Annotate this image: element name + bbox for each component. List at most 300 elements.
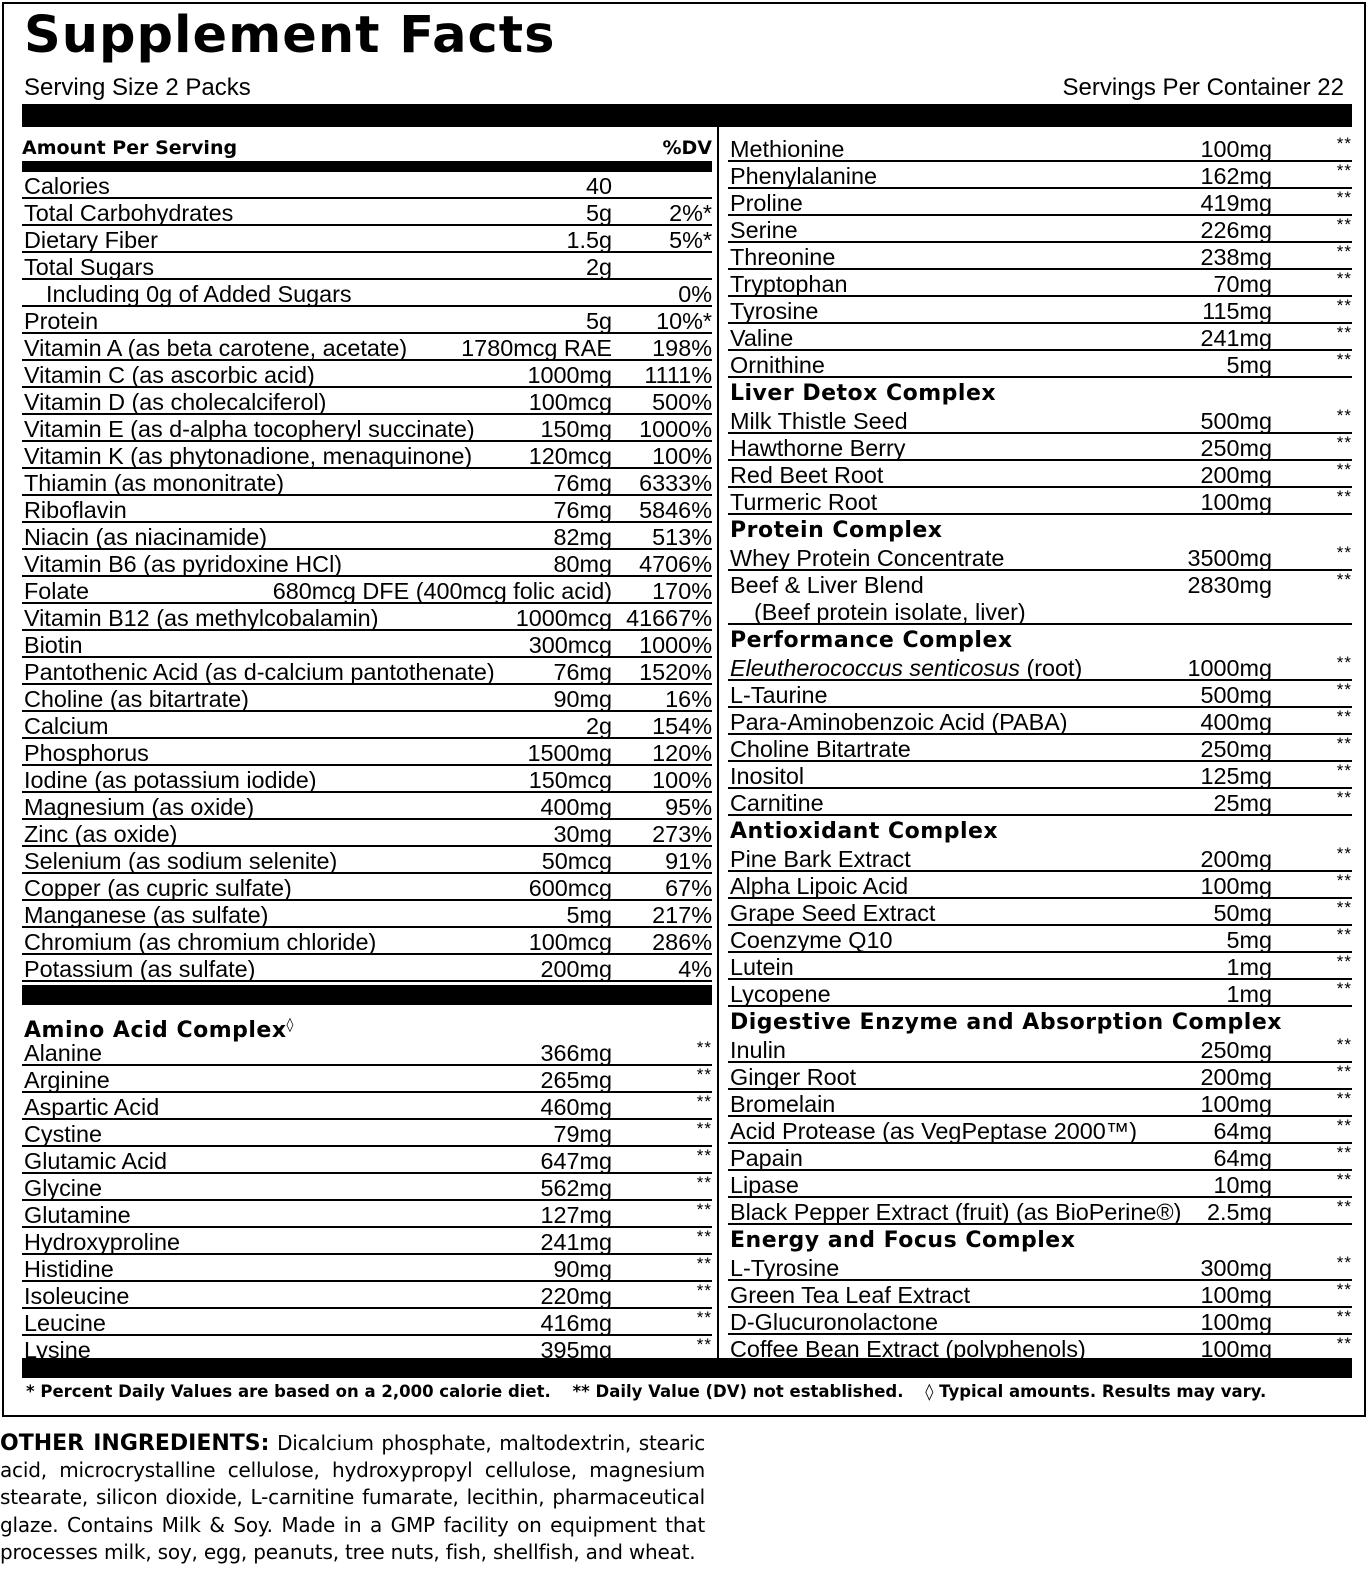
nutrient-name: Vitamin A (as beta carotene, acetate) bbox=[24, 335, 408, 361]
column-divider bbox=[717, 127, 719, 1358]
nutrient-amount: 50mcg bbox=[541, 848, 612, 874]
complex-item-amount: 100mg bbox=[1200, 873, 1272, 899]
complex-item-name: Ginger Root bbox=[730, 1064, 857, 1090]
nutrient-dv: 170% bbox=[652, 578, 712, 604]
dv-not-established-mark: ** bbox=[1336, 1143, 1352, 1162]
nutrient-dv: 100% bbox=[652, 767, 712, 793]
nutrient-name: Chromium (as chromium chloride) bbox=[24, 929, 377, 955]
dv-not-established-mark: ** bbox=[1336, 925, 1352, 944]
complex-item-name: Whey Protein Concentrate bbox=[730, 545, 1005, 571]
complexes-column bbox=[728, 135, 1352, 1362]
dv-not-established-mark: ** bbox=[1336, 788, 1352, 807]
amino-column bbox=[22, 1010, 712, 1363]
complex-row bbox=[728, 654, 1352, 681]
amino-amount: 115mg bbox=[1202, 298, 1272, 324]
nutrient-row bbox=[22, 793, 712, 820]
complex-row bbox=[728, 1090, 1352, 1117]
nutrient-dv: 95% bbox=[665, 794, 712, 820]
complex-item-name: Inulin bbox=[730, 1037, 786, 1063]
servings-per-container: Servings Per Container 22 bbox=[1062, 74, 1344, 101]
nutrient-row bbox=[22, 199, 712, 226]
complex-title: Performance Complex bbox=[730, 628, 1013, 653]
nutrient-row bbox=[22, 334, 712, 361]
complex-row bbox=[728, 434, 1352, 461]
nutrient-dv: 1000% bbox=[639, 632, 712, 658]
amino-row bbox=[22, 1255, 712, 1282]
complex-row bbox=[728, 1308, 1352, 1335]
dv-not-established-mark: ** bbox=[1336, 1253, 1352, 1272]
complex-item-amount: 1000mg bbox=[1187, 655, 1272, 681]
amino-amount: 226mg bbox=[1200, 217, 1272, 243]
complex-item-name: Bromelain bbox=[730, 1091, 836, 1117]
nutrient-row bbox=[22, 631, 712, 658]
nutrient-amount: 1500mg bbox=[527, 740, 612, 766]
dv-not-established-mark: ** bbox=[1336, 1035, 1352, 1054]
amino-name: Glutamic Acid bbox=[24, 1148, 167, 1174]
complex-row bbox=[728, 1063, 1352, 1090]
nutrient-dv: 198% bbox=[652, 335, 712, 361]
amino-amount: 238mg bbox=[1200, 244, 1272, 270]
complex-item-name: Coenzyme Q10 bbox=[730, 927, 893, 953]
dv-not-established-mark: ** bbox=[1336, 1089, 1352, 1108]
nutrient-dv: 2%* bbox=[669, 200, 712, 226]
nutrient-name: Total Sugars bbox=[24, 254, 155, 280]
dv-not-established-mark: ** bbox=[696, 1146, 712, 1165]
nutrient-amount: 120mcg bbox=[528, 443, 612, 469]
complex-item-name: Inositol bbox=[730, 763, 805, 789]
complex-item-name: Lutein bbox=[730, 954, 794, 980]
nutrient-dv: 154% bbox=[652, 713, 712, 739]
dv-not-established-mark: ** bbox=[1336, 761, 1352, 780]
dv-not-established-mark: ** bbox=[1336, 680, 1352, 699]
complex-row bbox=[728, 1036, 1352, 1063]
complex-row bbox=[728, 789, 1352, 816]
amino-list-continued bbox=[728, 135, 1352, 378]
amino-name: Phenylalanine bbox=[730, 163, 877, 189]
nutrient-name: Vitamin C (as ascorbic acid) bbox=[24, 362, 315, 388]
amino-amount: 70mg bbox=[1213, 271, 1272, 297]
nutrient-row bbox=[22, 361, 712, 388]
complex-row bbox=[728, 488, 1352, 515]
complex-title: Liver Detox Complex bbox=[730, 381, 997, 406]
complex-row bbox=[728, 845, 1352, 872]
complex-item-amount: 100mg bbox=[1200, 1309, 1272, 1335]
complex-item-amount: 64mg bbox=[1213, 1118, 1272, 1144]
complex-item-amount: 100mg bbox=[1200, 1336, 1272, 1362]
nutrient-dv: 91% bbox=[665, 848, 712, 874]
nutrient-dv: 0% bbox=[678, 281, 712, 307]
nutrient-dv: 10%* bbox=[656, 308, 712, 334]
complex-item-amount: 2.5mg bbox=[1206, 1199, 1272, 1225]
complex-row bbox=[728, 1117, 1352, 1144]
amino-row bbox=[22, 1228, 712, 1255]
nutrient-amount: 1000mcg bbox=[515, 605, 612, 631]
nutrient-name: Protein bbox=[24, 308, 99, 334]
complex-item-amount: 200mg bbox=[1200, 846, 1272, 872]
dv-not-established-mark: ** bbox=[1336, 1307, 1352, 1326]
nutrient-dv: 273% bbox=[652, 821, 712, 847]
amino-name: Glycine bbox=[24, 1175, 102, 1201]
nutrient-amount: 400mg bbox=[540, 794, 612, 820]
nutrient-amount: 2g bbox=[585, 713, 612, 739]
amino-row bbox=[728, 162, 1352, 189]
amino-name: Methionine bbox=[730, 136, 845, 162]
complex-item-name: Grape Seed Extract bbox=[730, 900, 936, 926]
dv-not-established-mark: ** bbox=[1336, 433, 1352, 452]
nutrient-name: Vitamin E (as d-alpha tocopheryl succinate) bbox=[24, 416, 475, 442]
nutrient-amount: 1000mg bbox=[527, 362, 612, 388]
complex-row bbox=[728, 681, 1352, 708]
amino-name: Aspartic Acid bbox=[24, 1094, 160, 1120]
complex-row bbox=[728, 1171, 1352, 1198]
nutrients-column bbox=[22, 135, 712, 982]
nutrient-amount: 1780mcg RAE bbox=[461, 335, 612, 361]
complex-item-name: Papain bbox=[730, 1145, 803, 1171]
nutrient-name: Selenium (as sodium selenite) bbox=[24, 848, 338, 874]
complex-item-amount: 100mg bbox=[1200, 1282, 1272, 1308]
nutrient-name: Including 0g of Added Sugars bbox=[46, 281, 352, 307]
complex-item-amount: 400mg bbox=[1200, 709, 1272, 735]
complex-row bbox=[728, 461, 1352, 488]
amino-name: Proline bbox=[730, 190, 803, 216]
amino-amount: 265mg bbox=[540, 1067, 612, 1093]
complex-row bbox=[728, 1281, 1352, 1308]
nutrient-amount: 40 bbox=[585, 173, 612, 199]
amino-name: Tyrosine bbox=[730, 298, 819, 324]
dv-not-established-mark: ** bbox=[1336, 979, 1352, 998]
amino-row bbox=[22, 1174, 712, 1201]
complex-row bbox=[728, 953, 1352, 980]
amino-name: Lysine bbox=[24, 1337, 91, 1363]
nutrient-amount: 76mg bbox=[553, 470, 612, 496]
nutrient-row bbox=[22, 604, 712, 631]
complex-item-name: Lipase bbox=[730, 1172, 799, 1198]
complex-item-amount: 25mg bbox=[1213, 790, 1272, 816]
complex-item-name: L-Taurine bbox=[730, 682, 828, 708]
complex-item-name: Red Beet Root bbox=[730, 462, 884, 488]
nutrient-dv: 67% bbox=[665, 875, 712, 901]
nutrient-row bbox=[22, 253, 712, 280]
nutrient-row bbox=[22, 172, 712, 199]
amino-name: Alanine bbox=[24, 1040, 103, 1066]
nutrient-amount: 5g bbox=[585, 308, 612, 334]
amino-amount: 647mg bbox=[540, 1148, 612, 1174]
dv-not-established-mark: ** bbox=[1336, 242, 1352, 261]
nutrient-amount: 30mg bbox=[553, 821, 612, 847]
amino-row bbox=[728, 216, 1352, 243]
complex-item-name: Turmeric Root bbox=[730, 489, 878, 515]
header-rule bbox=[22, 161, 712, 172]
nutrient-row bbox=[22, 847, 712, 874]
nutrient-row bbox=[22, 577, 712, 604]
amino-name: Threonine bbox=[730, 244, 836, 270]
complex-row bbox=[728, 735, 1352, 762]
amino-amount: 395mg bbox=[540, 1337, 612, 1363]
complex-item-latin-name: Eleutherococcus senticosus bbox=[730, 655, 1020, 681]
amino-amount: 79mg bbox=[553, 1121, 612, 1147]
dv-not-established-mark: ** bbox=[1336, 188, 1352, 207]
complex-row bbox=[728, 571, 1352, 625]
complex-item-name: Coffee Bean Extract (polyphenols) bbox=[730, 1336, 1086, 1362]
nutrient-name: Copper (as cupric sulfate) bbox=[24, 875, 292, 901]
complex-item-amount: 10mg bbox=[1213, 1172, 1272, 1198]
dv-not-established-mark: ** bbox=[1336, 460, 1352, 479]
nutrient-row bbox=[22, 955, 712, 982]
dv-not-established-mark: ** bbox=[1336, 1116, 1352, 1135]
dv-not-established-mark: ** bbox=[1336, 134, 1352, 153]
nutrient-amount: 1.5g bbox=[566, 227, 612, 253]
amino-amount: 241mg bbox=[540, 1229, 612, 1255]
complex-item-amount: 250mg bbox=[1200, 435, 1272, 461]
typical-amounts-mark: ◊ bbox=[286, 1017, 294, 1033]
amino-row bbox=[728, 324, 1352, 351]
amino-row bbox=[22, 1309, 712, 1336]
serving-size: Serving Size 2 Packs bbox=[24, 74, 251, 101]
amino-list bbox=[22, 1039, 712, 1363]
nutrient-name: Calcium bbox=[24, 713, 109, 739]
dv-not-established-mark: ** bbox=[696, 1200, 712, 1219]
thick-rule-mid bbox=[22, 985, 712, 1005]
amount-per-serving-label: Amount Per Serving bbox=[22, 137, 238, 159]
complex-item-name: Pine Bark Extract bbox=[730, 846, 911, 872]
nutrient-name: Vitamin B6 (as pyridoxine HCl) bbox=[24, 551, 343, 577]
dv-not-established-mark: ** bbox=[1336, 161, 1352, 180]
complex-item-amount: 300mg bbox=[1200, 1255, 1272, 1281]
nutrient-amount: 80mg bbox=[553, 551, 612, 577]
footnotes bbox=[26, 1380, 1356, 1404]
nutrient-row bbox=[22, 226, 712, 253]
dv-not-established-mark: ** bbox=[1336, 707, 1352, 726]
amino-row bbox=[22, 1066, 712, 1093]
thick-rule-top bbox=[22, 104, 1352, 127]
complex-item-name bbox=[730, 654, 1082, 683]
nutrient-list bbox=[22, 172, 712, 982]
nutrient-dv: 100% bbox=[652, 443, 712, 469]
amino-section-title: Amino Acid Complex◊ bbox=[24, 1017, 294, 1043]
nutrient-row bbox=[22, 820, 712, 847]
nutrient-amount: 150mcg bbox=[528, 767, 612, 793]
complex-row bbox=[728, 1254, 1352, 1281]
complex-item-name: Carnitine bbox=[730, 790, 824, 816]
dv-not-established-mark: ** bbox=[696, 1065, 712, 1084]
nutrient-row bbox=[22, 442, 712, 469]
complex-title: Energy and Focus Complex bbox=[730, 1228, 1076, 1253]
nutrient-dv: 1111% bbox=[644, 362, 712, 388]
amino-row bbox=[728, 189, 1352, 216]
nutrient-dv: 6333% bbox=[639, 470, 712, 496]
complex-title: Antioxidant Complex bbox=[730, 819, 999, 844]
amino-row bbox=[728, 297, 1352, 324]
complex-item-name: Milk Thistle Seed bbox=[730, 408, 908, 434]
amino-row bbox=[728, 243, 1352, 270]
nutrient-row bbox=[22, 280, 712, 307]
dv-not-established-mark: ** bbox=[1336, 734, 1352, 753]
nutrient-name: Thiamin (as mononitrate) bbox=[24, 470, 284, 496]
nutrient-name: Calories bbox=[24, 173, 110, 199]
dv-not-established-mark: ** bbox=[1336, 296, 1352, 315]
complex-item-amount: 1mg bbox=[1226, 981, 1272, 1007]
nutrient-dv: 1520% bbox=[639, 659, 712, 685]
complex-item-name: Hawthorne Berry bbox=[730, 435, 906, 461]
complex-item-name: Alpha Lipoic Acid bbox=[730, 873, 909, 899]
nutrient-row bbox=[22, 388, 712, 415]
dv-not-established-mark: ** bbox=[1336, 1197, 1352, 1216]
nutrient-name: Biotin bbox=[24, 632, 83, 658]
dv-not-established-mark: ** bbox=[1336, 323, 1352, 342]
dv-not-established-mark: ** bbox=[696, 1038, 712, 1057]
amino-amount: 419mg bbox=[1200, 190, 1272, 216]
amino-name: Isoleucine bbox=[24, 1283, 130, 1309]
nutrient-dv: 41667% bbox=[626, 605, 712, 631]
amino-name: Tryptophan bbox=[730, 271, 848, 297]
amino-name: Arginine bbox=[24, 1067, 110, 1093]
complex-item-name: D-Glucuronolactone bbox=[730, 1309, 939, 1335]
amino-amount: 460mg bbox=[540, 1094, 612, 1120]
nutrient-amount: 680mcg DFE (400mcg folic acid) bbox=[272, 578, 612, 604]
nutrient-amount: 600mcg bbox=[528, 875, 612, 901]
nutrient-name: Vitamin D (as cholecalciferol) bbox=[24, 389, 327, 415]
complex-item-amount: 200mg bbox=[1200, 462, 1272, 488]
nutrient-row bbox=[22, 928, 712, 955]
dv-not-established-mark: ** bbox=[1336, 952, 1352, 971]
nutrient-row bbox=[22, 307, 712, 334]
dv-not-established-mark: ** bbox=[1336, 844, 1352, 863]
complex-item-name: Beef & Liver Blend bbox=[730, 572, 924, 598]
nutrient-dv: 5%* bbox=[669, 227, 712, 253]
nutrient-amount: 100mcg bbox=[528, 929, 612, 955]
nutrient-name: Potassium (as sulfate) bbox=[24, 956, 256, 982]
dv-not-established-mark: ** bbox=[696, 1254, 712, 1273]
nutrient-row bbox=[22, 658, 712, 685]
nutrient-name: Riboflavin bbox=[24, 497, 127, 523]
complex-row bbox=[728, 899, 1352, 926]
dv-not-established-mark: ** bbox=[696, 1119, 712, 1138]
nutrient-dv: 500% bbox=[652, 389, 712, 415]
nutrient-amount: 76mg bbox=[553, 497, 612, 523]
dv-not-established-mark: ** bbox=[1336, 653, 1352, 672]
nutrient-name: Iodine (as potassium iodide) bbox=[24, 767, 317, 793]
nutrient-row bbox=[22, 415, 712, 442]
complex-sections bbox=[728, 378, 1352, 1362]
nutrient-name: Vitamin K (as phytonadione, menaquinone) bbox=[24, 443, 473, 469]
nutrient-amount: 300mcg bbox=[528, 632, 612, 658]
complex-row bbox=[728, 407, 1352, 434]
dv-not-established-mark: ** bbox=[696, 1308, 712, 1327]
complex-row bbox=[728, 1335, 1352, 1362]
other-ingredients-heading: OTHER INGREDIENTS: bbox=[0, 1431, 270, 1456]
nutrient-name: Vitamin B12 (as methylcobalamin) bbox=[24, 605, 379, 631]
complex-item-amount: 1mg bbox=[1226, 954, 1272, 980]
dv-not-established-mark: ** bbox=[1336, 871, 1352, 890]
nutrient-dv: 217% bbox=[652, 902, 712, 928]
amino-amount: 90mg bbox=[553, 1256, 612, 1282]
amino-amount: 241mg bbox=[1200, 325, 1272, 351]
amino-amount: 366mg bbox=[540, 1040, 612, 1066]
nutrient-dv: 1000% bbox=[639, 416, 712, 442]
other-ingredients bbox=[0, 1430, 705, 1566]
complex-item-amount: 3500mg bbox=[1187, 545, 1272, 571]
nutrient-amount: 200mg bbox=[540, 956, 612, 982]
complex-item-amount: 250mg bbox=[1200, 736, 1272, 762]
complex-item-amount: 500mg bbox=[1200, 682, 1272, 708]
amino-name: Leucine bbox=[24, 1310, 106, 1336]
nutrient-dv: 5846% bbox=[639, 497, 712, 523]
complex-row bbox=[728, 1198, 1352, 1225]
nutrient-row bbox=[22, 469, 712, 496]
dv-not-established-mark: ** bbox=[1336, 1062, 1352, 1081]
nutrient-row bbox=[22, 766, 712, 793]
dv-not-established-mark: ** bbox=[696, 1335, 712, 1354]
dv-not-established-mark: ** bbox=[1336, 898, 1352, 917]
nutrient-row bbox=[22, 523, 712, 550]
amino-name: Hydroxyproline bbox=[24, 1229, 181, 1255]
nutrient-dv: 4706% bbox=[639, 551, 712, 577]
complex-row bbox=[728, 980, 1352, 1007]
nutrient-name: Choline (as bitartrate) bbox=[24, 686, 249, 712]
amino-amount: 416mg bbox=[540, 1310, 612, 1336]
dv-not-established-mark: ** bbox=[696, 1092, 712, 1111]
nutrient-amount: 82mg bbox=[553, 524, 612, 550]
nutrient-row bbox=[22, 901, 712, 928]
nutrient-name: Folate bbox=[24, 578, 90, 604]
amino-row bbox=[22, 1282, 712, 1309]
amino-amount: 220mg bbox=[540, 1283, 612, 1309]
nutrient-name: Manganese (as sulfate) bbox=[24, 902, 269, 928]
dv-not-established-mark: ** bbox=[1336, 570, 1352, 589]
amino-amount: 100mg bbox=[1200, 136, 1272, 162]
amino-row bbox=[728, 270, 1352, 297]
dv-not-established-mark: ** bbox=[1336, 215, 1352, 234]
supplement-facts-panel bbox=[2, 2, 1366, 1417]
nutrient-dv: 513% bbox=[652, 524, 712, 550]
nutrient-amount: 5mg bbox=[566, 902, 612, 928]
nutrient-row bbox=[22, 712, 712, 739]
dv-not-established-mark: ** bbox=[1336, 269, 1352, 288]
complex-item-name: Acid Protease (as VegPeptase 2000™) bbox=[730, 1118, 1137, 1144]
nutrient-name: Total Carbohydrates bbox=[24, 200, 234, 226]
footnote-typical-amounts: ◊ Typical amounts. Results may vary. bbox=[925, 1382, 1267, 1401]
dv-not-established-mark: ** bbox=[1336, 543, 1352, 562]
complex-item-name: Black Pepper Extract (fruit) (as BioPerine®) bbox=[730, 1199, 1182, 1225]
complex-item-amount: 250mg bbox=[1200, 1037, 1272, 1063]
nutrient-amount: 100mcg bbox=[528, 389, 612, 415]
nutrient-dv: 16% bbox=[665, 686, 712, 712]
complex-row bbox=[728, 926, 1352, 953]
amino-name: Histidine bbox=[24, 1256, 114, 1282]
dv-not-established-mark: ** bbox=[1336, 1280, 1352, 1299]
dv-not-established-mark: ** bbox=[696, 1281, 712, 1300]
complex-item-name: Green Tea Leaf Extract bbox=[730, 1282, 971, 1308]
dv-not-established-mark: ** bbox=[1336, 487, 1352, 506]
nutrient-amount: 2g bbox=[585, 254, 612, 280]
amino-name: Glutamine bbox=[24, 1202, 131, 1228]
complex-item-name: Choline Bitartrate bbox=[730, 736, 911, 762]
dv-not-established-mark: ** bbox=[1336, 350, 1352, 369]
amino-amount: 162mg bbox=[1200, 163, 1272, 189]
footnote-percent-dv: * Percent Daily Values are based on a 2,000 calorie diet. bbox=[26, 1382, 551, 1401]
complex-row bbox=[728, 872, 1352, 899]
complex-row bbox=[728, 762, 1352, 789]
nutrient-amount: 5g bbox=[585, 200, 612, 226]
complex-item-name: L-Tyrosine bbox=[730, 1255, 840, 1281]
complex-title: Protein Complex bbox=[730, 518, 943, 543]
amino-row bbox=[728, 351, 1352, 378]
nutrient-name: Pantothenic Acid (as d-calcium pantothenate) bbox=[24, 659, 495, 685]
nutrient-amount: 150mg bbox=[540, 416, 612, 442]
nutrient-row bbox=[22, 874, 712, 901]
amino-amount: 5mg bbox=[1226, 352, 1272, 378]
amino-row bbox=[728, 135, 1352, 162]
